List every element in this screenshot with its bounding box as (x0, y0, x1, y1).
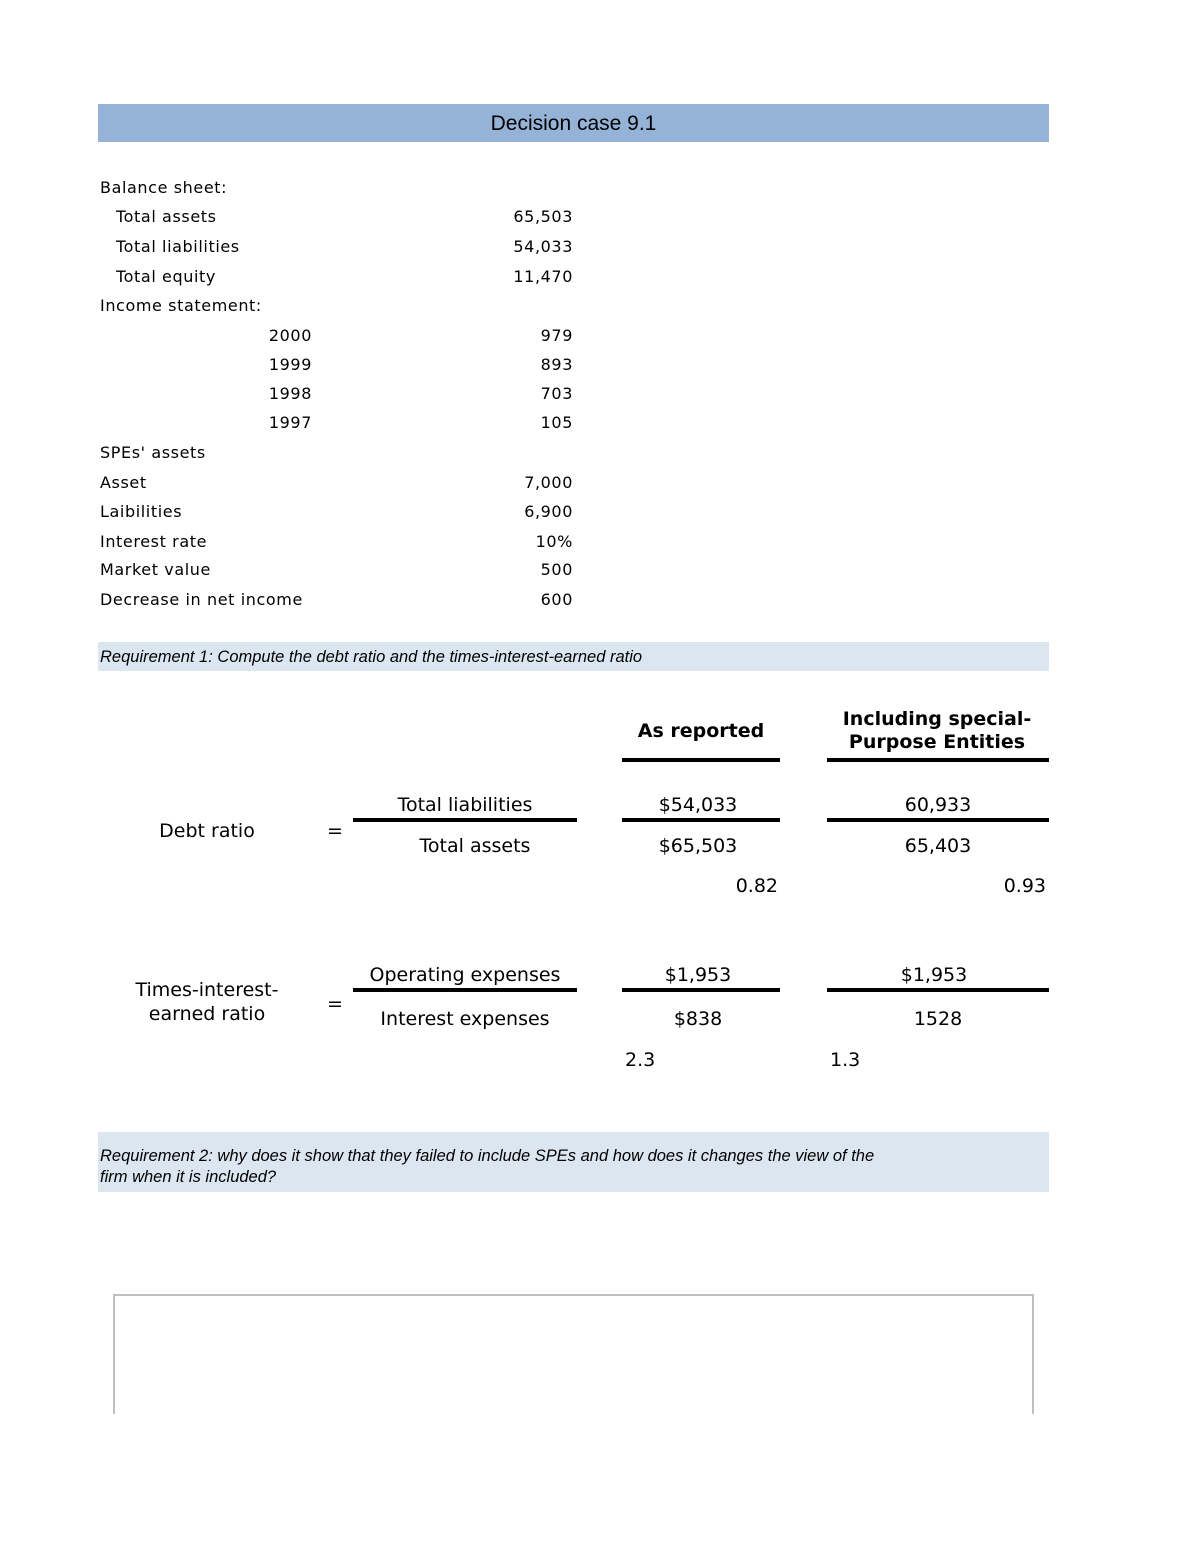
balance-sheet-heading: Balance sheet: (100, 178, 228, 197)
debt-reported-denominator: $65,503 (658, 835, 738, 857)
requirement-2-line2: firm when it is included? (100, 1168, 277, 1186)
tie-ratio-denominator: Interest expenses (380, 1008, 550, 1030)
page-title: Decision case 9.1 (490, 112, 657, 135)
total-liabilities-label: Total liabilities (116, 237, 240, 256)
total-liabilities-value: 54,033 (513, 237, 573, 256)
interest-rate-value: 10% (535, 532, 573, 551)
tie-spe-denominator: 1528 (913, 1008, 963, 1030)
tie-spe-numerator: $1,953 (900, 964, 968, 986)
debt-ratio-numerator: Total liabilities (397, 794, 533, 816)
as-reported-header: As reported (637, 720, 765, 742)
answer-text-box[interactable] (113, 1294, 1034, 1414)
title-bar (98, 104, 1049, 142)
fraction-bar (353, 818, 577, 822)
tie-reported-numerator: $1,953 (664, 964, 732, 986)
income-value: 893 (540, 355, 573, 374)
debt-ratio-label: Debt ratio (159, 820, 255, 842)
spe-asset-label: Asset (100, 473, 147, 492)
tie-spe-result: 1.3 (830, 1049, 861, 1071)
debt-spe-result: 0.93 (1003, 875, 1046, 897)
header-rule (827, 758, 1049, 762)
requirement-2-label: Requirement 2: (100, 1147, 213, 1165)
requirement-1-bar (98, 642, 1049, 671)
total-assets-label: Total assets (116, 207, 217, 226)
total-equity-value: 11,470 (513, 267, 573, 286)
interest-rate-label: Interest rate (100, 532, 208, 551)
income-value: 105 (540, 413, 573, 432)
debt-ratio-equals: = (327, 820, 343, 842)
fraction-bar (622, 988, 780, 992)
requirement-2-bar (98, 1132, 1049, 1192)
spe-asset-value: 7,000 (524, 473, 573, 492)
tie-ratio-equals: = (327, 993, 343, 1015)
requirement-1-text (100, 647, 642, 668)
income-year: 1998 (268, 384, 312, 403)
income-value: 703 (540, 384, 573, 403)
total-equity-label: Total equity (116, 267, 216, 286)
header-rule (622, 758, 780, 762)
spe-liabilities-label: Laibilities (100, 502, 183, 521)
including-spe-header-line1: Including special- (842, 708, 1032, 730)
debt-spe-denominator: 65,403 (904, 835, 972, 857)
requirement-2-line1 (100, 1146, 874, 1167)
tie-reported-result: 2.3 (625, 1049, 656, 1071)
tie-ratio-numerator: Operating expenses (369, 964, 561, 986)
fraction-bar (622, 818, 780, 822)
fraction-bar (827, 818, 1049, 822)
fraction-bar (827, 988, 1049, 992)
tie-ratio-label-line2: earned ratio (148, 1003, 266, 1025)
total-assets-value: 65,503 (513, 207, 573, 226)
income-value: 979 (540, 326, 573, 345)
fraction-bar (353, 988, 577, 992)
requirement-1-body: Compute the debt ratio and the times-interest-earned ratio (212, 648, 643, 666)
spe-heading: SPEs' assets (100, 443, 206, 462)
income-year: 1997 (268, 413, 312, 432)
income-statement-heading: Income statement: (100, 296, 262, 315)
debt-reported-numerator: $54,033 (658, 794, 738, 816)
market-value-label: Market value (100, 560, 211, 579)
tie-ratio-label-line1: Times-interest- (135, 979, 279, 1001)
market-value-value: 500 (540, 560, 573, 579)
debt-spe-numerator: 60,933 (904, 794, 972, 816)
income-year: 2000 (268, 326, 312, 345)
requirement-1-label: Requirement 1: (100, 648, 213, 666)
including-spe-header-line2: Purpose Entities (848, 731, 1026, 753)
spe-liabilities-value: 6,900 (524, 502, 573, 521)
debt-ratio-denominator: Total assets (419, 835, 531, 857)
net-income-decrease-label: Decrease in net income (100, 590, 303, 609)
requirement-2-body: why does it show that they failed to include SPEs and how does it changes the view of the (212, 1147, 875, 1165)
net-income-decrease-value: 600 (540, 590, 573, 609)
income-year: 1999 (268, 355, 312, 374)
debt-reported-result: 0.82 (735, 875, 778, 897)
tie-reported-denominator: $838 (673, 1008, 723, 1030)
